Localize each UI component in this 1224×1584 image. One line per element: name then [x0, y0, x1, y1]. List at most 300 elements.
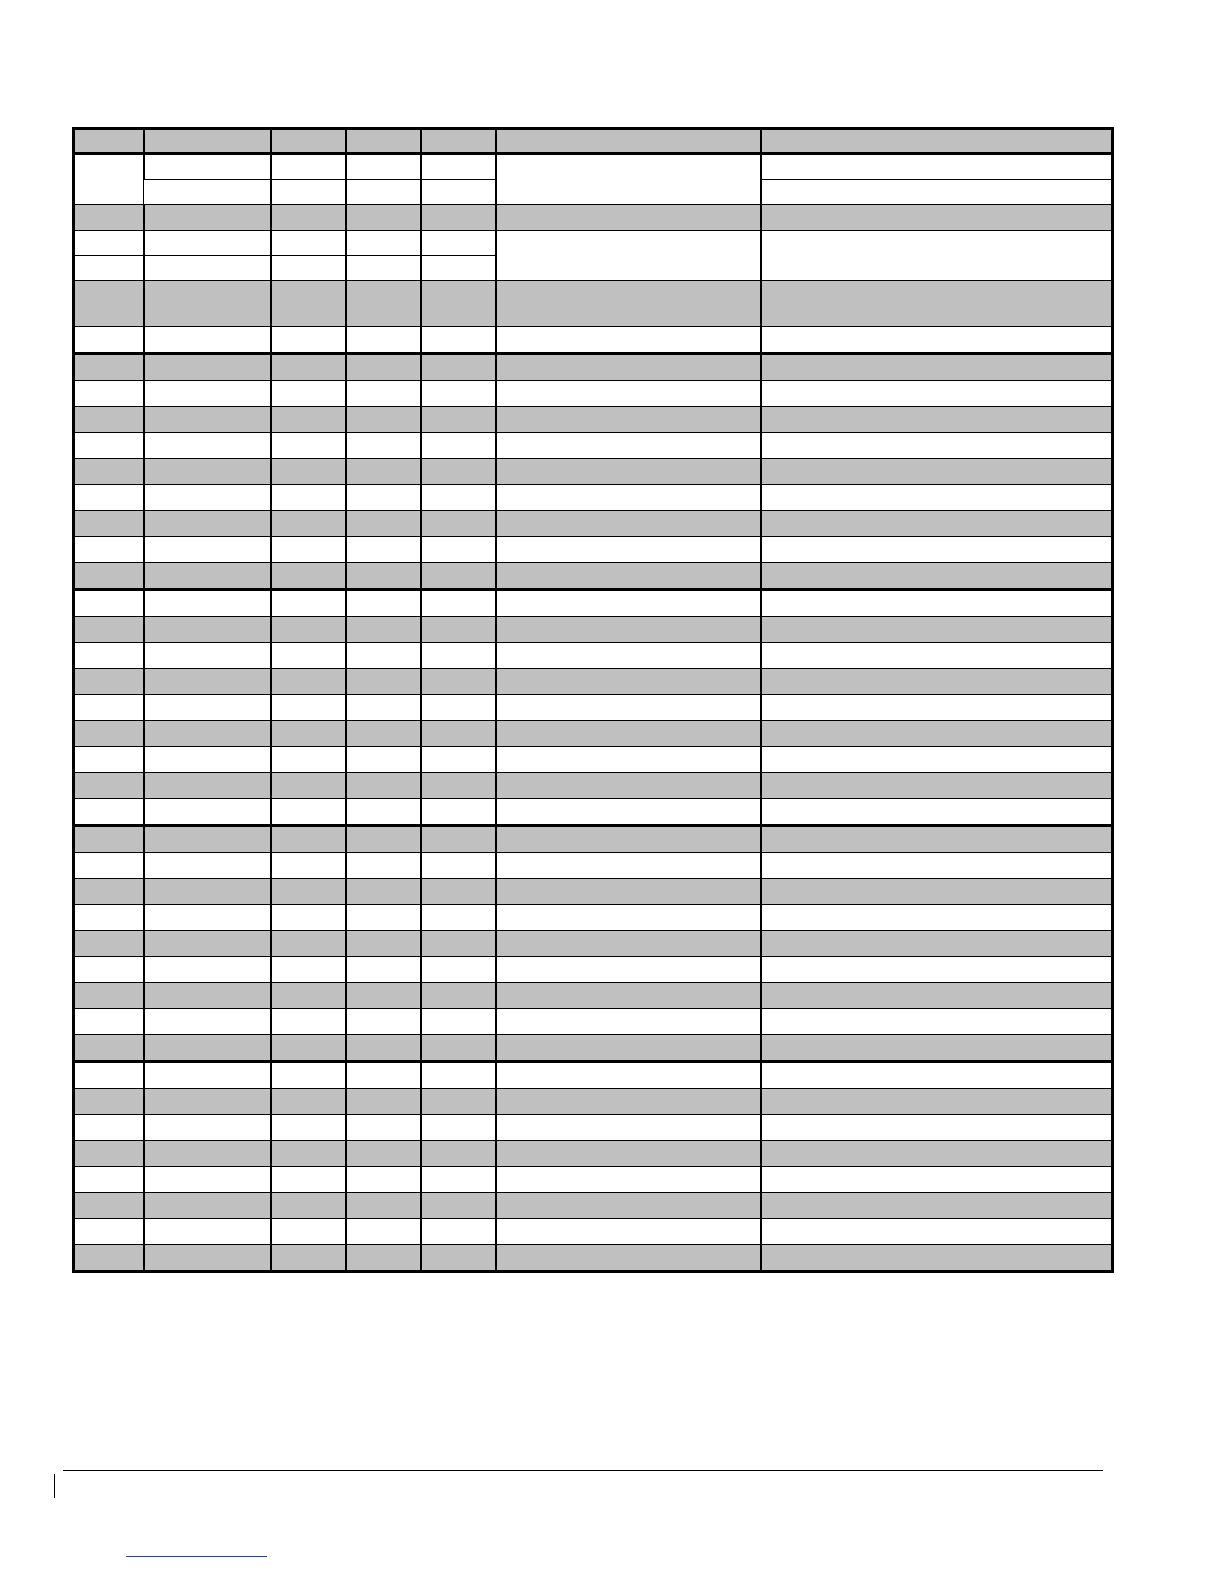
table-cell-2 — [144, 669, 271, 695]
table-cell-3 — [271, 747, 346, 773]
margin-change-bar — [54, 1474, 55, 1498]
table-cell-1 — [74, 231, 144, 256]
table-cell-7 — [761, 354, 1113, 381]
table-cell-5 — [421, 563, 496, 590]
table-cell-2 — [144, 799, 271, 826]
table-row — [74, 983, 1113, 1009]
table-row — [74, 1141, 1113, 1167]
table-cell-2 — [144, 721, 271, 747]
table-cell-5 — [421, 799, 496, 826]
table-cell-7 — [761, 799, 1113, 826]
table-cell-6 — [496, 537, 761, 563]
table-cell-3 — [271, 957, 346, 983]
table-cell-5 — [421, 129, 496, 154]
table-cell-6 — [496, 931, 761, 957]
table-cell-4 — [346, 799, 421, 826]
table-row — [74, 459, 1113, 485]
table-cell-1 — [74, 129, 144, 154]
table-cell-3 — [271, 1035, 346, 1062]
table-cell-7 — [761, 1219, 1113, 1245]
table-cell-4 — [346, 1193, 421, 1219]
table-cell-5 — [421, 1245, 496, 1272]
table-cell-2 — [144, 1115, 271, 1141]
table-cell-3 — [271, 354, 346, 381]
table-cell-6 — [496, 381, 761, 407]
table-cell-3 — [271, 256, 346, 281]
table-row — [74, 433, 1113, 459]
table-cell-5 — [421, 231, 496, 256]
table-cell-4 — [346, 669, 421, 695]
table-cell-6 — [496, 433, 761, 459]
table-cell-5 — [421, 154, 496, 180]
footer-link-underline[interactable] — [126, 1556, 267, 1557]
table-cell-4 — [346, 1115, 421, 1141]
table-row — [74, 485, 1113, 511]
table-cell-5 — [421, 643, 496, 669]
table-cell-2 — [144, 590, 271, 617]
table-cell-3 — [271, 154, 346, 180]
table-cell-3 — [271, 617, 346, 643]
table-cell-6 — [496, 1193, 761, 1219]
table-cell-3 — [271, 773, 346, 799]
table-cell-4 — [346, 590, 421, 617]
table-cell-2 — [144, 1167, 271, 1193]
table-cell-3 — [271, 407, 346, 433]
table-cell-4 — [346, 643, 421, 669]
table-cell-4 — [346, 1062, 421, 1089]
table-row — [74, 1167, 1113, 1193]
table-cell-7 — [761, 669, 1113, 695]
table-cell-1 — [74, 826, 144, 853]
table-cell-4 — [346, 853, 421, 879]
table-cell-7 — [761, 721, 1113, 747]
table-row — [74, 931, 1113, 957]
table-cell-6 — [496, 747, 761, 773]
table-cell-1 — [74, 433, 144, 459]
table-row — [74, 826, 1113, 853]
table-cell-7 — [761, 281, 1113, 327]
table-row — [74, 537, 1113, 563]
table-cell-5 — [421, 879, 496, 905]
table-cell-2 — [144, 354, 271, 381]
table-cell-7 — [761, 1089, 1113, 1115]
table-cell-4 — [346, 1035, 421, 1062]
table-cell-6 — [496, 1245, 761, 1272]
table-cell-5 — [421, 931, 496, 957]
table-cell-1 — [74, 590, 144, 617]
table-cell-6 — [496, 1115, 761, 1141]
table-cell-7 — [761, 983, 1113, 1009]
table-row — [74, 1089, 1113, 1115]
table-cell-5 — [421, 695, 496, 721]
table-cell-6 — [496, 231, 761, 281]
table-cell-7 — [761, 407, 1113, 433]
table-cell-6 — [496, 826, 761, 853]
table-cell-2 — [144, 1009, 271, 1035]
table-cell-4 — [346, 205, 421, 231]
table-cell-4 — [421, 180, 496, 205]
table-row — [74, 381, 1113, 407]
table-cell-3 — [271, 281, 346, 327]
table-cell-6 — [496, 905, 761, 931]
table-row — [74, 669, 1113, 695]
table-cell-2 — [144, 957, 271, 983]
footer-rule — [63, 1470, 1103, 1471]
table-cell-1 — [74, 381, 144, 407]
table-cell-6 — [496, 1219, 761, 1245]
table-cell-1 — [74, 773, 144, 799]
table-cell-4 — [346, 1009, 421, 1035]
table-cell-2 — [144, 281, 271, 327]
table-cell-3 — [346, 180, 421, 205]
table-row — [74, 129, 1113, 154]
table-cell-6 — [496, 281, 761, 327]
table-cell-3 — [271, 1062, 346, 1089]
table-cell-1 — [74, 879, 144, 905]
table-cell-7 — [761, 1115, 1113, 1141]
table-cell-5 — [421, 826, 496, 853]
table-cell-5 — [421, 537, 496, 563]
table-cell-4 — [346, 1089, 421, 1115]
table-cell-4 — [346, 563, 421, 590]
table-cell-1 — [74, 799, 144, 826]
table-cell-5 — [421, 1089, 496, 1115]
table-cell-4 — [346, 747, 421, 773]
table-cell-5 — [421, 747, 496, 773]
table-cell-1 — [74, 721, 144, 747]
table-cell-3 — [271, 1089, 346, 1115]
table-cell-6 — [496, 643, 761, 669]
table-cell-7 — [761, 1009, 1113, 1035]
table-cell-6 — [496, 1035, 761, 1062]
table-cell-1 — [74, 643, 144, 669]
table-row — [74, 747, 1113, 773]
table-cell-4 — [346, 773, 421, 799]
table-row — [74, 905, 1113, 931]
table-cell-6 — [496, 695, 761, 721]
table-cell-4 — [346, 281, 421, 327]
table-cell-2 — [144, 381, 271, 407]
table-cell-3 — [271, 485, 346, 511]
table-cell-2 — [144, 231, 271, 256]
table-cell-6 — [496, 773, 761, 799]
table-row — [74, 590, 1113, 617]
table-row — [74, 231, 1113, 256]
table-cell-2 — [144, 327, 271, 354]
table-cell-1 — [74, 1062, 144, 1089]
table-cell-2 — [144, 617, 271, 643]
table-cell-2 — [144, 1035, 271, 1062]
table-cell-5 — [421, 1062, 496, 1089]
table-cell-5 — [421, 485, 496, 511]
table-cell-2 — [144, 256, 271, 281]
table-row — [74, 205, 1113, 231]
table-cell-7 — [761, 905, 1113, 931]
table-cell-1 — [74, 485, 144, 511]
table-cell-4 — [346, 1245, 421, 1272]
table-row — [74, 1115, 1113, 1141]
table-cell-7 — [761, 957, 1113, 983]
table-cell-4 — [346, 485, 421, 511]
table-cell-7 — [761, 129, 1113, 154]
table-cell-4 — [346, 879, 421, 905]
table-cell-3 — [271, 826, 346, 853]
table-cell-7 — [761, 1167, 1113, 1193]
table-row — [74, 957, 1113, 983]
table-cell-3 — [271, 669, 346, 695]
table-cell-6 — [496, 129, 761, 154]
table-cell-4 — [346, 354, 421, 381]
table-row — [74, 721, 1113, 747]
table-cell-2 — [144, 433, 271, 459]
table-row — [74, 773, 1113, 799]
table-cell-7 — [761, 853, 1113, 879]
table-cell-3 — [271, 643, 346, 669]
table-cell-5 — [421, 957, 496, 983]
table-cell-7 — [761, 231, 1113, 281]
table-cell-4 — [346, 957, 421, 983]
table-cell-3 — [271, 695, 346, 721]
table-cell-3 — [271, 1219, 346, 1245]
table-cell-2 — [144, 1193, 271, 1219]
table-cell-4 — [346, 231, 421, 256]
table-row — [74, 853, 1113, 879]
table-cell-4 — [346, 905, 421, 931]
table-cell-6 — [496, 879, 761, 905]
table-cell-5 — [421, 354, 496, 381]
table-row — [74, 563, 1113, 590]
table-cell-6 — [496, 485, 761, 511]
table-cell-7 — [761, 459, 1113, 485]
table-row — [74, 643, 1113, 669]
table-cell-7 — [761, 1245, 1113, 1272]
table-cell-7 — [761, 511, 1113, 537]
table-cell-2 — [144, 1219, 271, 1245]
table-cell-7 — [761, 563, 1113, 590]
table-cell-1 — [74, 1141, 144, 1167]
table-cell-7 — [761, 485, 1113, 511]
table-row — [74, 407, 1113, 433]
table-row — [74, 695, 1113, 721]
table-cell-2 — [144, 1062, 271, 1089]
table-cell-5 — [421, 669, 496, 695]
table-cell-2 — [144, 983, 271, 1009]
table-cell-3 — [271, 1245, 346, 1272]
table-cell-6 — [496, 1141, 761, 1167]
table-cell-3 — [271, 563, 346, 590]
table-cell-3 — [271, 129, 346, 154]
table-cell-6 — [496, 327, 761, 354]
table-cell-4 — [346, 129, 421, 154]
table-cell-1 — [74, 1193, 144, 1219]
table-cell-3 — [271, 983, 346, 1009]
table-cell-3 — [271, 905, 346, 931]
table-cell-5 — [421, 617, 496, 643]
table-cell-2 — [271, 180, 346, 205]
table-row — [74, 327, 1113, 354]
table-cell-3 — [271, 327, 346, 354]
table-cell-1 — [74, 256, 144, 281]
table-cell-1 — [74, 905, 144, 931]
table-row — [74, 1245, 1113, 1272]
table-cell-6 — [496, 459, 761, 485]
table-cell-5 — [421, 590, 496, 617]
table-cell-5 — [421, 205, 496, 231]
table-cell-7 — [761, 931, 1113, 957]
table-cell-3 — [271, 799, 346, 826]
table-cell-1 — [74, 327, 144, 354]
table-cell-3 — [271, 459, 346, 485]
table-cell-7 — [761, 205, 1113, 231]
table-row — [74, 281, 1113, 327]
table-cell-5 — [421, 381, 496, 407]
table-cell-1 — [74, 563, 144, 590]
table-cell-6 — [496, 983, 761, 1009]
table-cell-7 — [761, 381, 1113, 407]
table-cell-3 — [271, 381, 346, 407]
table-cell-4 — [346, 154, 421, 180]
table-cell-1 — [74, 669, 144, 695]
table-row — [74, 511, 1113, 537]
table-cell-3 — [271, 433, 346, 459]
table-cell-3 — [271, 721, 346, 747]
table-cell-2 — [144, 931, 271, 957]
table-cell-7 — [761, 1035, 1113, 1062]
table-cell-4 — [346, 459, 421, 485]
table-cell-5 — [421, 281, 496, 327]
table-row — [74, 354, 1113, 381]
table-row — [74, 1009, 1113, 1035]
table-cell-5 — [761, 180, 1113, 205]
table-row — [74, 1062, 1113, 1089]
table-cell-6 — [496, 617, 761, 643]
table-cell-1 — [74, 205, 144, 231]
table-cell-6 — [496, 853, 761, 879]
table-cell-4 — [346, 826, 421, 853]
table-cell-1 — [74, 1089, 144, 1115]
table-cell-1 — [74, 747, 144, 773]
table-cell-2 — [144, 773, 271, 799]
table-cell-7 — [761, 1141, 1113, 1167]
table-cell-4 — [346, 931, 421, 957]
table-cell-7 — [761, 747, 1113, 773]
table-cell-4 — [346, 381, 421, 407]
table-cell-7 — [761, 1193, 1113, 1219]
table-cell-1 — [74, 1219, 144, 1245]
table-cell-2 — [144, 205, 271, 231]
table-cell-2 — [144, 537, 271, 563]
table-cell-6 — [496, 590, 761, 617]
table-cell-3 — [271, 1167, 346, 1193]
table-cell-1 — [74, 1035, 144, 1062]
table-cell-7 — [761, 643, 1113, 669]
table-row — [74, 1219, 1113, 1245]
table-cell-1 — [144, 180, 271, 205]
table-cell-6 — [496, 669, 761, 695]
table-cell-4 — [346, 695, 421, 721]
table-cell-2 — [144, 695, 271, 721]
table-cell-2 — [144, 563, 271, 590]
table-cell-1 — [74, 1167, 144, 1193]
table-cell-4 — [346, 1141, 421, 1167]
table-cell-3 — [271, 1115, 346, 1141]
table-cell-7 — [761, 617, 1113, 643]
table-cell-6 — [496, 563, 761, 590]
table-cell-1 — [74, 695, 144, 721]
table-cell-2 — [144, 879, 271, 905]
table-cell-5 — [421, 256, 496, 281]
table-cell-2 — [144, 407, 271, 433]
table-cell-4 — [346, 983, 421, 1009]
table-cell-7 — [761, 433, 1113, 459]
table-cell-6 — [496, 1009, 761, 1035]
table-cell-6 — [496, 407, 761, 433]
table-cell-4 — [346, 1219, 421, 1245]
table-cell-2 — [144, 1141, 271, 1167]
table-cell-2 — [144, 905, 271, 931]
table-cell-2 — [144, 154, 271, 180]
table-cell-7 — [761, 590, 1113, 617]
table-cell-1 — [74, 1245, 144, 1272]
table-cell-1 — [74, 511, 144, 537]
table-cell-5 — [421, 459, 496, 485]
table-cell-4 — [346, 433, 421, 459]
table-cell-2 — [144, 826, 271, 853]
table-cell-7 — [761, 879, 1113, 905]
table-cell-1 — [74, 154, 144, 205]
table-cell-2 — [144, 853, 271, 879]
table-cell-1 — [74, 931, 144, 957]
table-cell-5 — [421, 327, 496, 354]
table-cell-7 — [761, 695, 1113, 721]
table-cell-7 — [761, 537, 1113, 563]
table-cell-3 — [271, 590, 346, 617]
table-cell-1 — [74, 537, 144, 563]
table-cell-1 — [74, 983, 144, 1009]
table-cell-2 — [144, 1089, 271, 1115]
table-cell-5 — [421, 1009, 496, 1035]
table-cell-1 — [74, 459, 144, 485]
table-cell-2 — [144, 459, 271, 485]
table-cell-1 — [74, 1115, 144, 1141]
table-cell-2 — [144, 129, 271, 154]
table-cell-6 — [496, 799, 761, 826]
table-cell-4 — [346, 511, 421, 537]
table-cell-3 — [271, 931, 346, 957]
table-cell-2 — [144, 1245, 271, 1272]
table-cell-4 — [346, 617, 421, 643]
table-cell-5 — [421, 1219, 496, 1245]
table-cell-6 — [496, 721, 761, 747]
table-cell-2 — [144, 643, 271, 669]
table-cell-2 — [144, 485, 271, 511]
table-cell-2 — [144, 511, 271, 537]
table-cell-7 — [761, 826, 1113, 853]
table-cell-3 — [271, 511, 346, 537]
table-cell-6 — [496, 957, 761, 983]
table-cell-5 — [421, 1141, 496, 1167]
table-cell-1 — [74, 1009, 144, 1035]
table-cell-2 — [144, 747, 271, 773]
table-cell-5 — [421, 853, 496, 879]
table-cell-6 — [496, 511, 761, 537]
table-cell-4 — [346, 407, 421, 433]
table-row — [74, 154, 1113, 180]
table-row — [74, 799, 1113, 826]
table-cell-3 — [271, 853, 346, 879]
table-cell-7 — [761, 1062, 1113, 1089]
table-cell-1 — [74, 853, 144, 879]
